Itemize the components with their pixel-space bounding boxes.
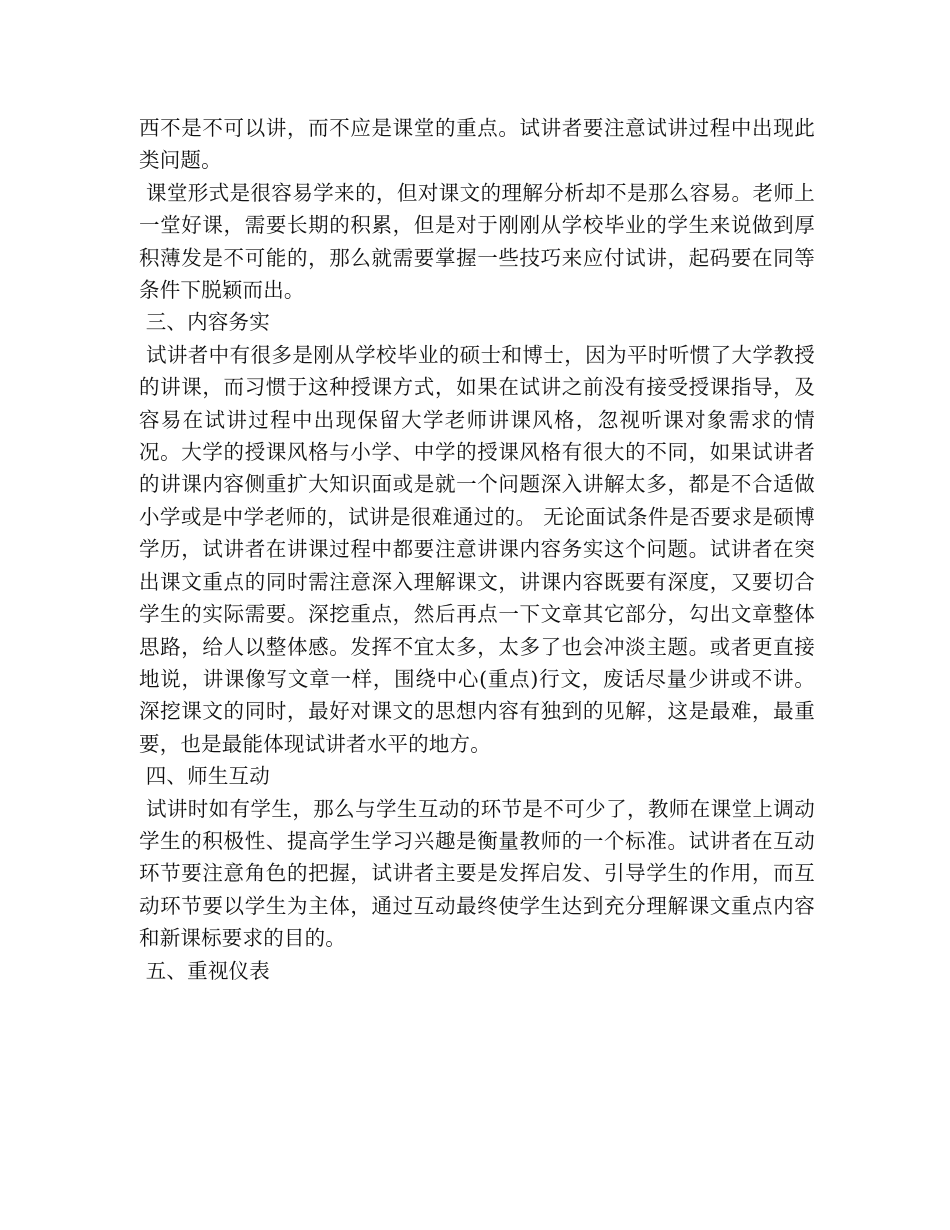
- document-body: [139, 112, 815, 987]
- heading-section-3: 三、内容务实: [139, 310, 270, 335]
- paragraph-class-form: 课堂形式是很容易学来的，但对课文的理解分析却不是那么容易。老师上一堂好课，需要长期的积累，但是对于刚刚从学校毕业的学生来说做到厚积薄发是不可能的，那么就需要掌握一些技巧来应付试讲，起码要在同等条件下脱颖而出。: [139, 180, 815, 303]
- heading-section-4: 四、师生互动: [139, 764, 270, 789]
- heading-section-5: 五、重视仪表: [139, 958, 270, 983]
- paragraph-continuation: 西不是不可以讲，而不应是课堂的重点。试讲者要注意试讲过程中出现此类问题。: [139, 116, 815, 173]
- paragraph-interaction: 试讲时如有学生，那么与学生互动的环节是不可少了，教师在课堂上调动学生的积极性、提高学生学习兴趣是衡量教师的一个标准。试讲者在互动环节要注意角色的把握，试讲者主要是发挥启发、引导学生的作用，而互动环节要以学生为主体，通过互动最终使学生达到充分理解课文重点内容和新课标要求的目的。: [139, 796, 815, 951]
- paragraph-content-practical: 试讲者中有很多是刚从学校毕业的硕士和博士，因为平时听惯了大学教授的讲课，而习惯于这种授课方式，如果在试讲之前没有接受授课指导，及容易在试讲过程中出现保留大学老师讲课风格，忽视听课对象需求的情况。大学的授课风格与小学、中学的授课风格有很大的不同，如果试讲者的讲课内容侧重扩大知识面或是就一个问题深入讲解太多，都是不合适做小学或是中学老师的，试讲是很难通过的。 无论面试条件是否要求是硕博学历，试讲者在讲课过程中都要注意讲课内容务实这个问题。试讲者在突出课文重点的同时需注意深入理解课文，讲课内容既要有深度，又要切合学生的实际需要。深挖重点，然后再点一下文章其它部分，勾出文章整体思路，给人以整体感。发挥不宜太多，太多了也会冲淡主题。或者更直接地说，讲课像写文章一样，围绕中心(重点)行文，废话尽量少讲或不讲。深挖课文的同时，最好对课文的思想内容有独到的见解，这是最难，最重要，也是最能体现试讲者水平的地方。: [139, 342, 815, 756]
